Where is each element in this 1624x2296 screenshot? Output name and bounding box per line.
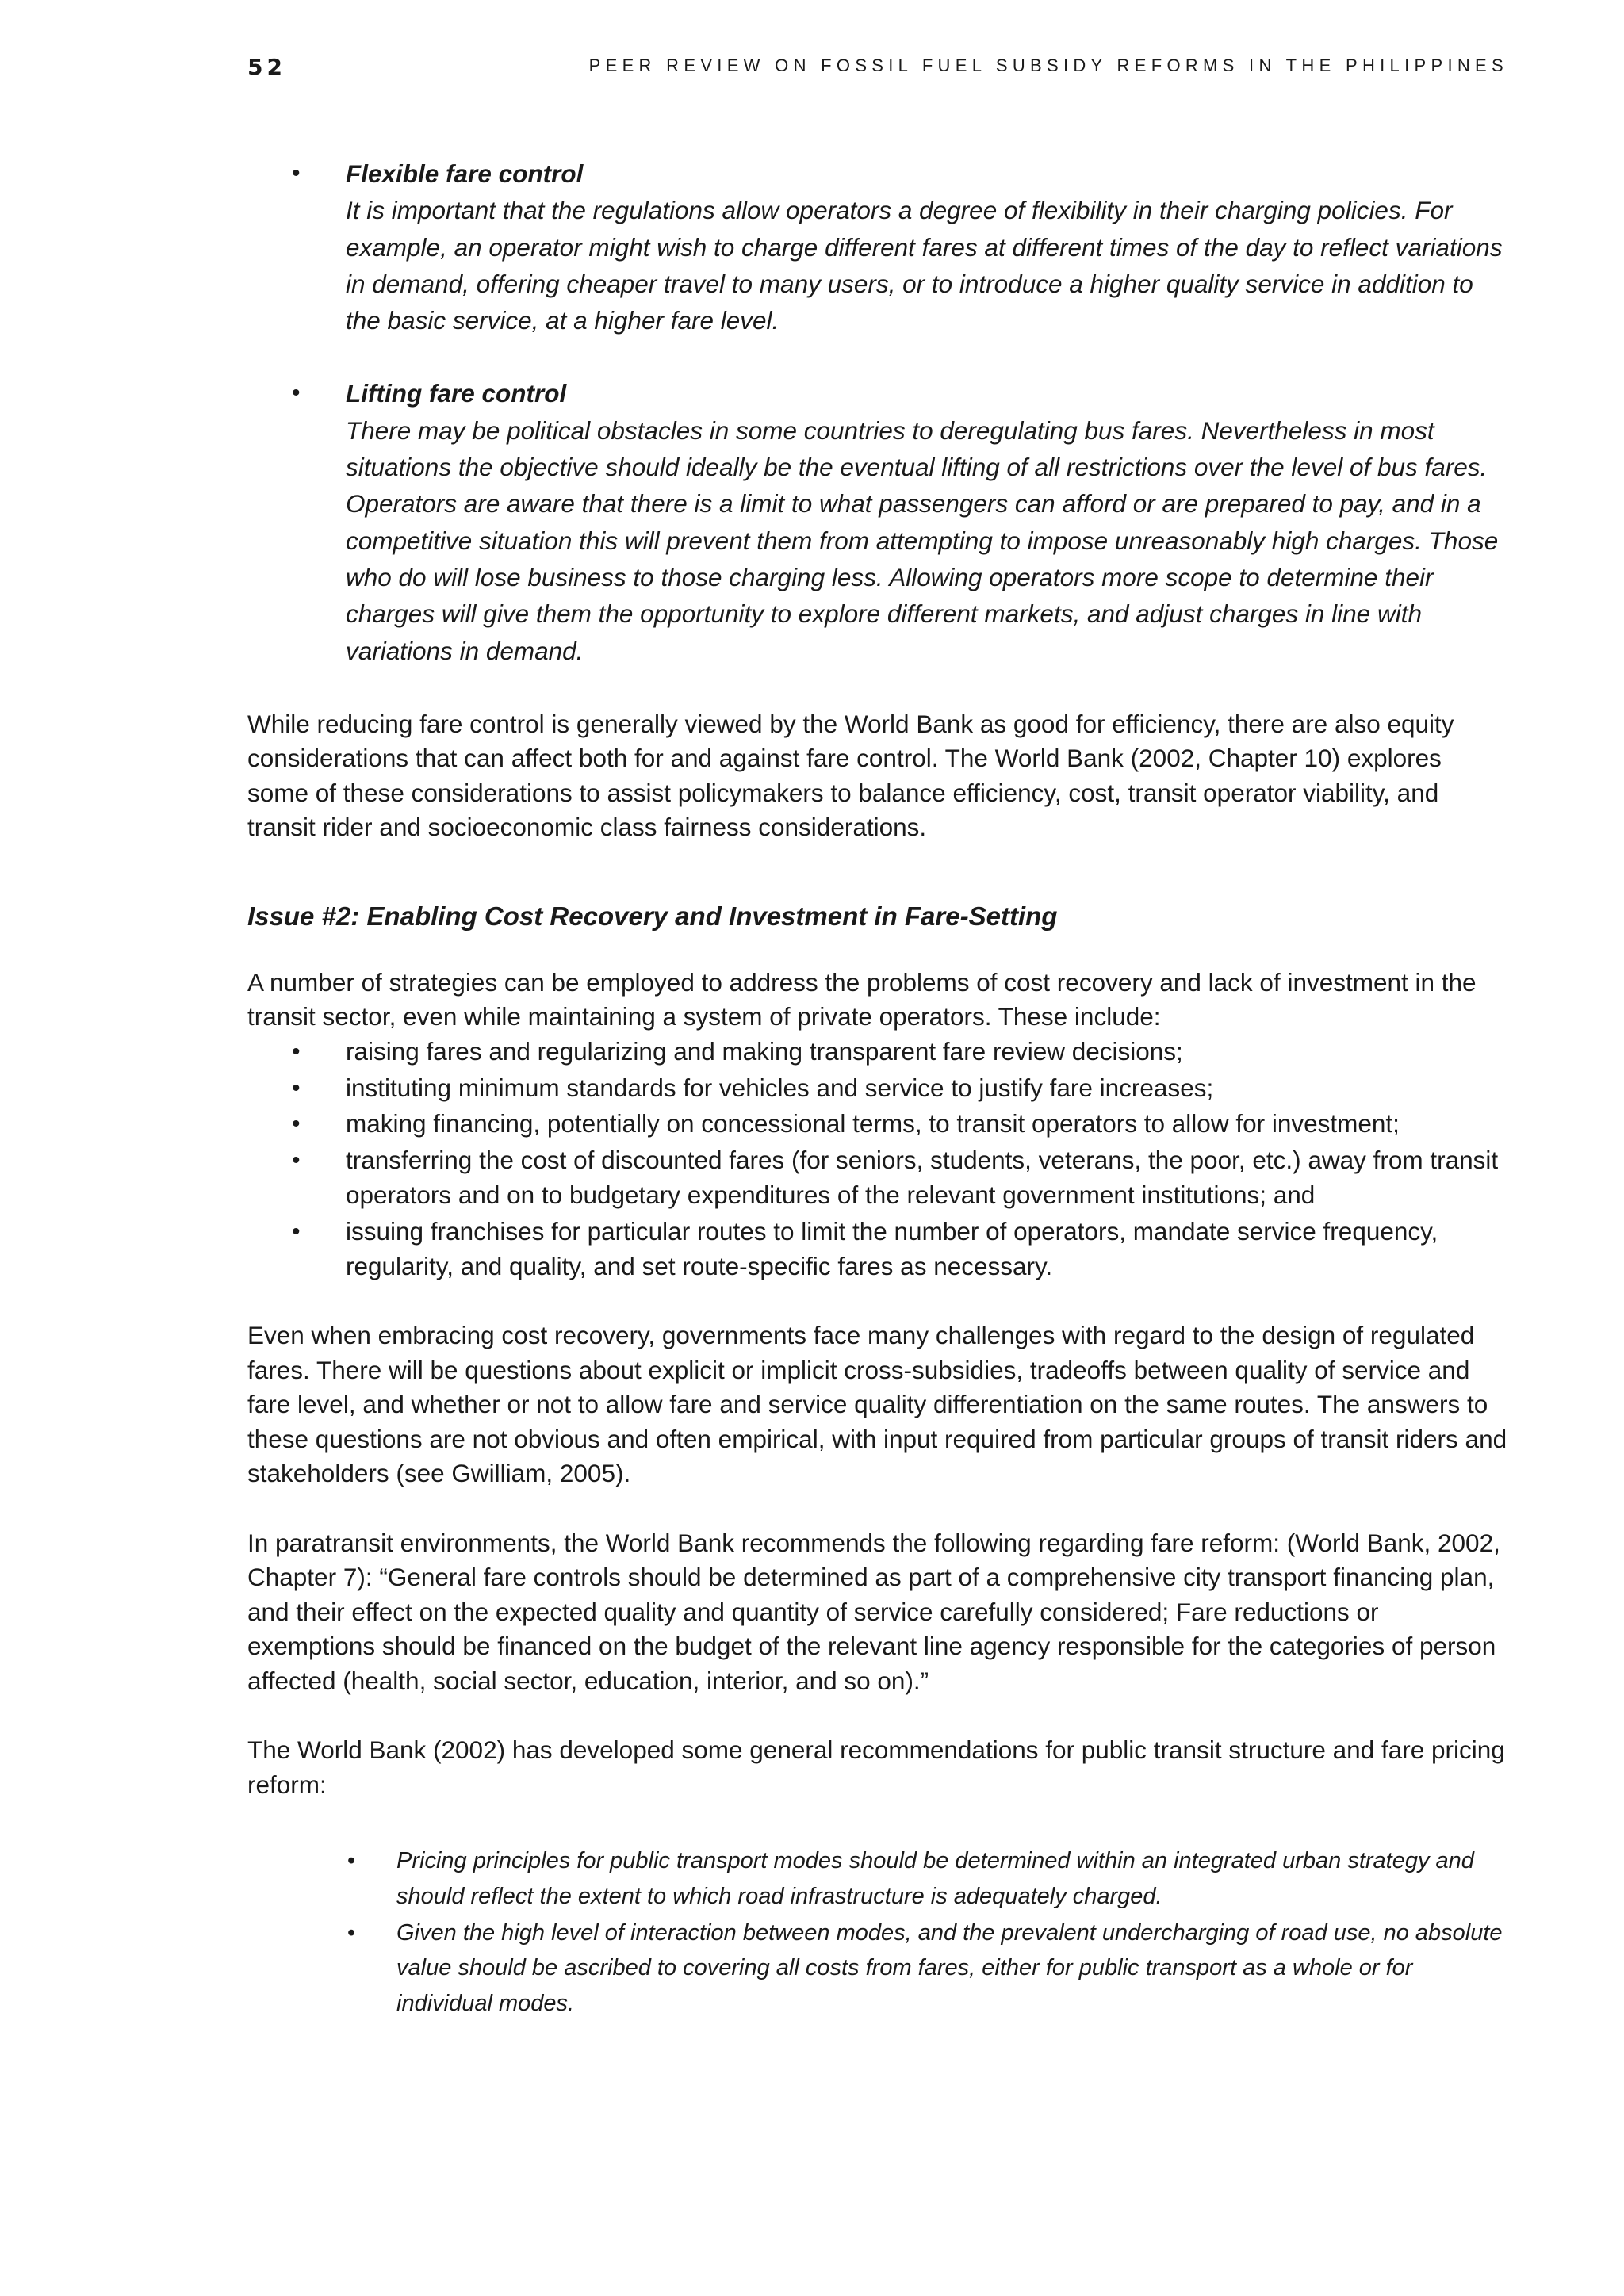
bullet-text: It is important that the regulations allow operators a degree of flexibility in their charging policies. For example, an operator might wish to charge different fares at different times of the day to reflect variations in demand, offering cheaper travel to many users, or to introduce a higher quality service in addition to the basic service, at a higher fare level. [346,196,1503,335]
list-item-text: making financing, potentially on concessional terms, to transit operators to allow for investment; [346,1109,1400,1138]
list-item [292,1143,1508,1213]
paragraph-recommendations-intro: The World Bank (2002) has developed some general recommendations for public transit structure and fare pricing reform: [247,1735,1505,1799]
bullet-icon: • [292,1038,301,1065]
bullet-title: Flexible fare control [346,159,584,188]
list-item [292,1215,1508,1284]
bullet-icon: • [292,1147,301,1174]
list-item-text: raising fares and regularizing and making transparent fare review decisions; [346,1036,1183,1066]
list-item-text: Pricing principles for public transport modes should be determined within an integrated urban strategy and should reflect the extent to which road infrastructure is adequately charged. [396,1848,1474,1909]
bullet-flexible-fare-control [247,155,1508,339]
running-title: PEER REVIEW ON FOSSIL FUEL SUBSIDY REFORMS IN THE PHILIPPINES [588,55,1508,75]
list-item-text: instituting minimum standards for vehicles and service to justify fare increases; [346,1073,1214,1102]
paragraph-strategies-intro: A number of strategies can be employed to address the problems of cost recovery and lack of investment in the transit sector, even while maintaining a system of private operators. These include: [247,967,1477,1031]
list-item [292,1107,1508,1142]
list-item [347,1843,1508,1914]
bullet-icon: • [292,1218,301,1245]
bullet-icon: • [292,160,301,186]
paragraph-paratransit: In paratransit environments, the World Bank recommends the following regarding fare reform: (World Bank, 2002, Chapter 7): “General fare controls should be determined as part of a comprehensive city transport financing plan, and their effect on the expected quality and quantity of service carefully considered; Fare reductions or exemptions should be financed on the budget of the relevant line agency responsible for the categories of person affected (health, social sector, education, interior, and so on).” [247,1528,1500,1695]
list-item [347,1915,1508,2021]
bullet-title: Lifting fare control [346,379,567,408]
bullet-text: There may be political obstacles in some countries to deregulating bus fares. Nevertheless in most situations the objective should ideally be the eventual lifting of all restrictions over the level of bus fares. Operators are aware that there is a limit to what passengers can afford or are prepared to pay, and in a competitive situation this will prevent them from attempting to impose unreasonably high charges. Those who do will lose business to those charging less. Allowing operators more scope to determine their charges will give them the opportunity to explore different markets, and adjust charges in line with variations in demand. [346,415,1499,665]
paragraph-fare-control-equity: While reducing fare control is generally viewed by the World Bank as good for efficiency, there are also equity considerations that can affect both for and against fare control. The World Bank (2002, Chapter 10) explores some of these considerations to assist policymakers to balance efficiency, cost, transit operator viability, and transit rider and socioeconomic class fairness considerations. [247,709,1454,842]
bullet-icon: • [292,1074,301,1101]
page-header [247,54,1508,86]
bullet-icon: • [292,380,301,407]
list-item-text: issuing franchises for particular routes to limit the number of operators, mandate service frequency, regularity, and quality, and set route-specific fares as necessary. [346,1216,1438,1280]
paragraph-cost-recovery-challenges: Even when embracing cost recovery, governments face many challenges with regard to the design of regulated fares. There will be questions about explicit or implicit cross-subsidies, tradeoffs between quality of service and fare level, and whether or not to allow fare and service quality differentiation on the same routes. The answers to these questions are not obvious and often empirical, with input required from particular groups of transit riders and stakeholders (see Gwilliam, 2005). [247,1321,1507,1488]
bullet-icon: • [347,1848,356,1874]
section-heading-issue-2: Issue #2: Enabling Cost Recovery and Investment in Fare-Setting [247,901,1058,931]
bullet-icon: • [347,1920,356,1946]
page-content [247,155,1508,2022]
list-item-text: Given the high level of interaction between modes, and the prevalent undercharging of road use, no absolute value should be ascribed to covering all costs from fares, either for public transport as a whole or for individual modes. [396,1920,1503,2016]
list-item-text: transferring the cost of discounted fares (for seniors, students, veterans, the poor, etc.) away from transit operators and on to budgetary expenditures of the relevant government institutions; and [346,1146,1499,1210]
bullet-lifting-fare-control [247,375,1508,668]
bullet-icon: • [292,1111,301,1138]
strategies-list [247,1035,1508,1284]
list-item [292,1035,1508,1070]
list-item [292,1071,1508,1106]
page-number: 52 [247,54,286,80]
recommendations-list [247,1843,1508,2020]
